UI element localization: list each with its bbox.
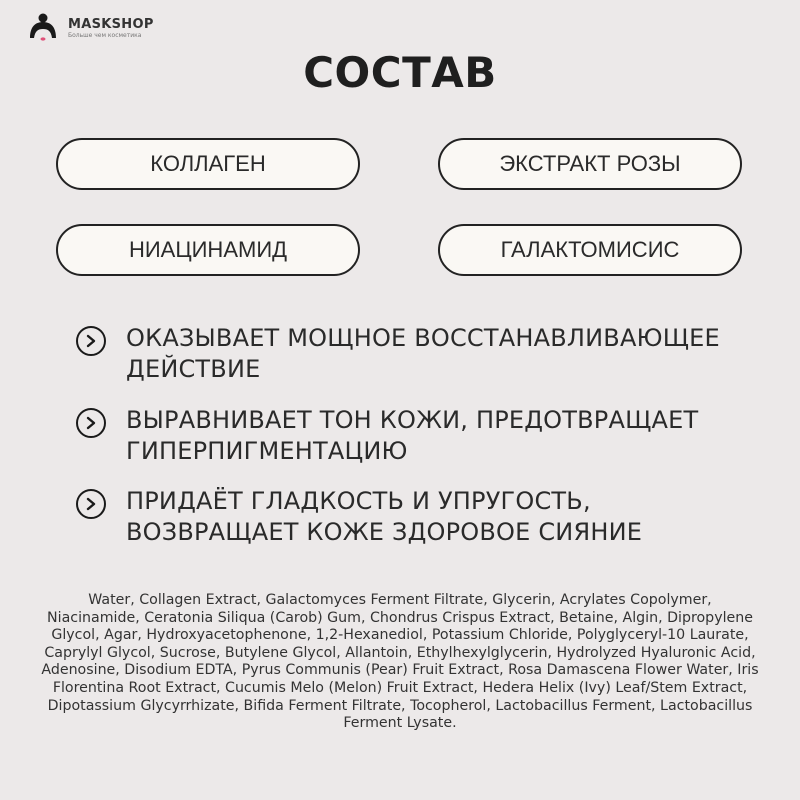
benefit-item (76, 323, 720, 385)
brand-logo (26, 12, 154, 46)
chevron-right-circle-icon (76, 326, 106, 356)
ingredient-pill-collagen: КОЛЛАГЕН (56, 138, 360, 190)
full-ingredients-list: Water, Collagen Extract, Galactomyces Ferment Filtrate, Glycerin, Acrylates Copolymer, Niacinamide, Ceratonia Siliqua (Carob) Gum, Chondrus Crispus Extract, Betaine, Algin, Dipropylene Glycol, Agar, Hydroxyacetophenone, 1,2-Hexanediol, Potassium Chloride, Polyglyceryl-10 Laurate, Caprylyl Glycol, Sucrose, Butylene Glycol, Allantoin, Ethylhexylglycerin, Hydrolyzed Hyaluronic Acid, Adenosine, Disodium EDTA, Pyrus Communis (Pear) Fruit Extract, Rosa Damascena Flower Water, Iris Florentina Root Extract, Cucumis Melo (Melon) Fruit Extract, Hedera Helix (Ivy) Leaf/Stem Extract, Dipotassium Glycyrrhizate, Bifida Ferment Filtrate, Tocopherol, Lactobacillus Ferment, Lactobacillus Ferment Lysate. (41, 592, 759, 732)
brand-name: MASKSHOP (68, 17, 154, 32)
benefit-item (76, 405, 698, 467)
ingredient-pill-rose-extract: ЭКСТРАКТ РОЗЫ (438, 138, 742, 190)
benefit-item (76, 486, 642, 548)
geisha-logo-icon (26, 12, 60, 46)
chevron-right-circle-icon (76, 408, 106, 438)
benefit-text: ВЫРАВНИВАЕТ ТОН КОЖИ, ПРЕДОТВРАЩАЕТ ГИПЕРПИГМЕНТАЦИЮ (126, 406, 699, 465)
brand-tagline: Больше чем косметика (68, 32, 142, 39)
page-title: СОСТАВ (303, 48, 497, 97)
ingredient-pill-niacinamide: НИАЦИНАМИД (56, 224, 360, 276)
benefit-text: ПРИДАЁТ ГЛАДКОСТЬ И УПРУГОСТЬ, ВОЗВРАЩАЕТ КОЖЕ ЗДОРОВОЕ СИЯНИЕ (126, 487, 643, 546)
chevron-right-circle-icon (76, 489, 106, 519)
benefit-text: ОКАЗЫВАЕТ МОЩНОЕ ВОССТАНАВЛИВАЮЩЕЕ ДЕЙСТВИЕ (126, 324, 720, 383)
ingredient-pill-galactomyces: ГАЛАКТОМИСИС (438, 224, 742, 276)
